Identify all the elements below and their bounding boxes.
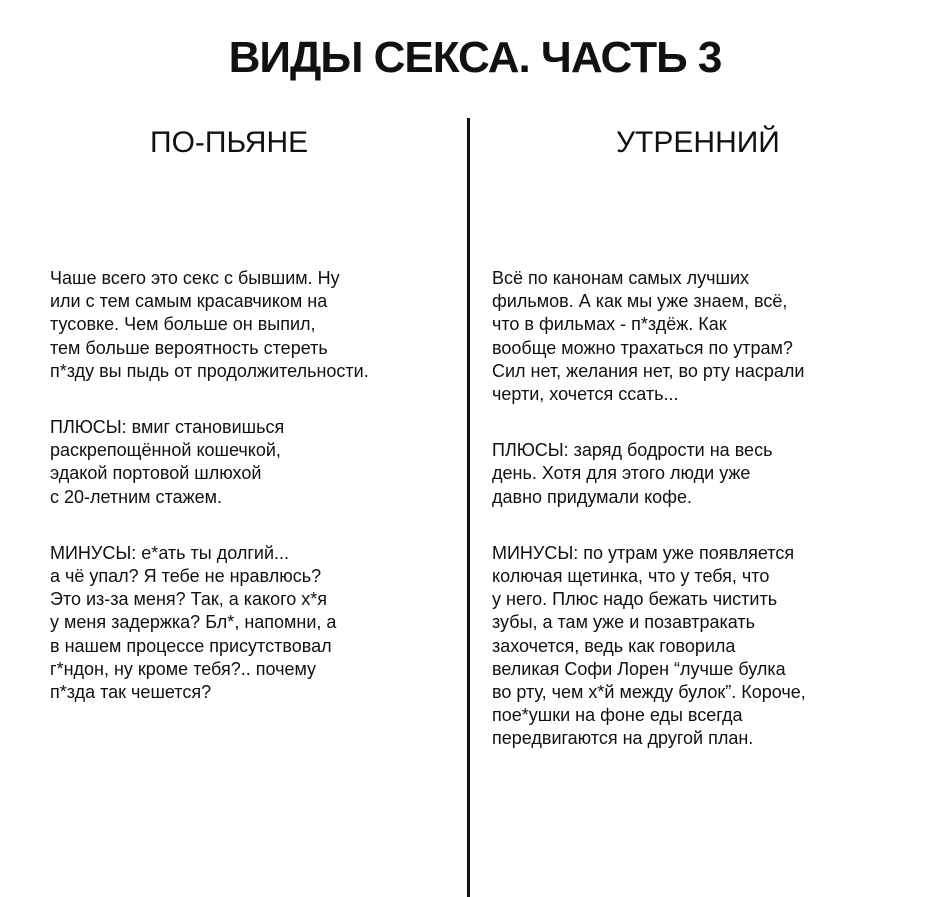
text-line: тусовке. Чем больше он выпил, — [50, 314, 316, 335]
text-line: п*зду вы пыдь от продолжительности. — [50, 360, 369, 381]
text-line: ПЛЮСЫ: вмиг становишься — [50, 417, 285, 438]
text-line: черти, хочется ссать... — [492, 384, 679, 405]
text-line: МИНУСЫ: е*ать ты долгий... — [50, 542, 290, 563]
text-line: давно придумали кофе. — [492, 486, 692, 507]
text-line: у него. Плюс надо бежать чистить — [492, 589, 778, 610]
right-intro-paragraph — [492, 267, 932, 406]
left-intro-paragraph — [50, 267, 460, 383]
text-line: что в фильмах - п*здёж. Как — [492, 314, 727, 335]
text-line: г*ндон, ну кроме тебя?.. почему — [50, 658, 317, 679]
text-line: вообще можно трахаться по утрам? — [492, 337, 793, 358]
text-line: у меня задержка? Бл*, напомни, а — [50, 612, 337, 633]
left-column-body — [50, 267, 460, 704]
right-pros-paragraph — [492, 439, 932, 509]
text-line: пое*ушки на фоне еды всегда — [492, 705, 743, 726]
text-line: с 20-летним стажем. — [50, 486, 223, 507]
text-line: во рту, чем х*й между булок”. Короче, — [492, 682, 806, 703]
text-line: МИНУСЫ: по утрам уже появляется — [492, 542, 795, 563]
right-column — [492, 128, 932, 751]
text-line: зубы, а там уже и позавтракать — [492, 612, 756, 633]
text-line: а чё упал? Я тебе не нравлюсь? — [50, 566, 322, 587]
text-line: Это из-за меня? Так, а какого х*я — [50, 589, 328, 610]
left-cons-paragraph — [50, 542, 460, 704]
text-line: п*зда так чешется? — [50, 682, 212, 703]
left-column-heading: ПО-ПЬЯНЕ — [150, 126, 309, 159]
column-divider — [467, 118, 470, 897]
page-title: ВИДЫ СЕКСА. ЧАСТЬ 3 — [228, 33, 722, 82]
text-line: Сил нет, желания нет, во рту насрали — [492, 360, 805, 381]
text-line: тем больше вероятность стереть — [50, 337, 328, 358]
text-line: великая Софи Лорен “лучше булка — [492, 658, 786, 679]
text-line: или с тем самым красавчиком на — [50, 291, 328, 312]
text-line: эдакой портовой шлюхой — [50, 463, 262, 484]
left-column — [50, 128, 460, 704]
right-cons-paragraph — [492, 542, 932, 751]
text-line: фильмов. А как мы уже знаем, всё, — [492, 291, 788, 312]
right-column-heading: УТРЕННИЙ — [616, 126, 780, 159]
text-line: ПЛЮСЫ: заряд бодрости на весь — [492, 440, 773, 461]
text-line: Всё по канонам самых лучших — [492, 268, 750, 288]
text-line: колючая щетинка, что у тебя, что — [492, 566, 770, 587]
text-line: в нашем процессе присутствовал — [50, 635, 332, 656]
text-line: захочется, ведь как говорила — [492, 635, 736, 656]
text-line: раскрепощённой кошечкой, — [50, 440, 281, 461]
text-line: передвигаются на другой план. — [492, 728, 754, 749]
left-pros-paragraph — [50, 416, 460, 509]
text-line: день. Хотя для этого люди уже — [492, 463, 751, 484]
right-column-body — [492, 267, 932, 751]
text-line: Чаше всего это секс с бывшим. Ну — [50, 268, 340, 288]
